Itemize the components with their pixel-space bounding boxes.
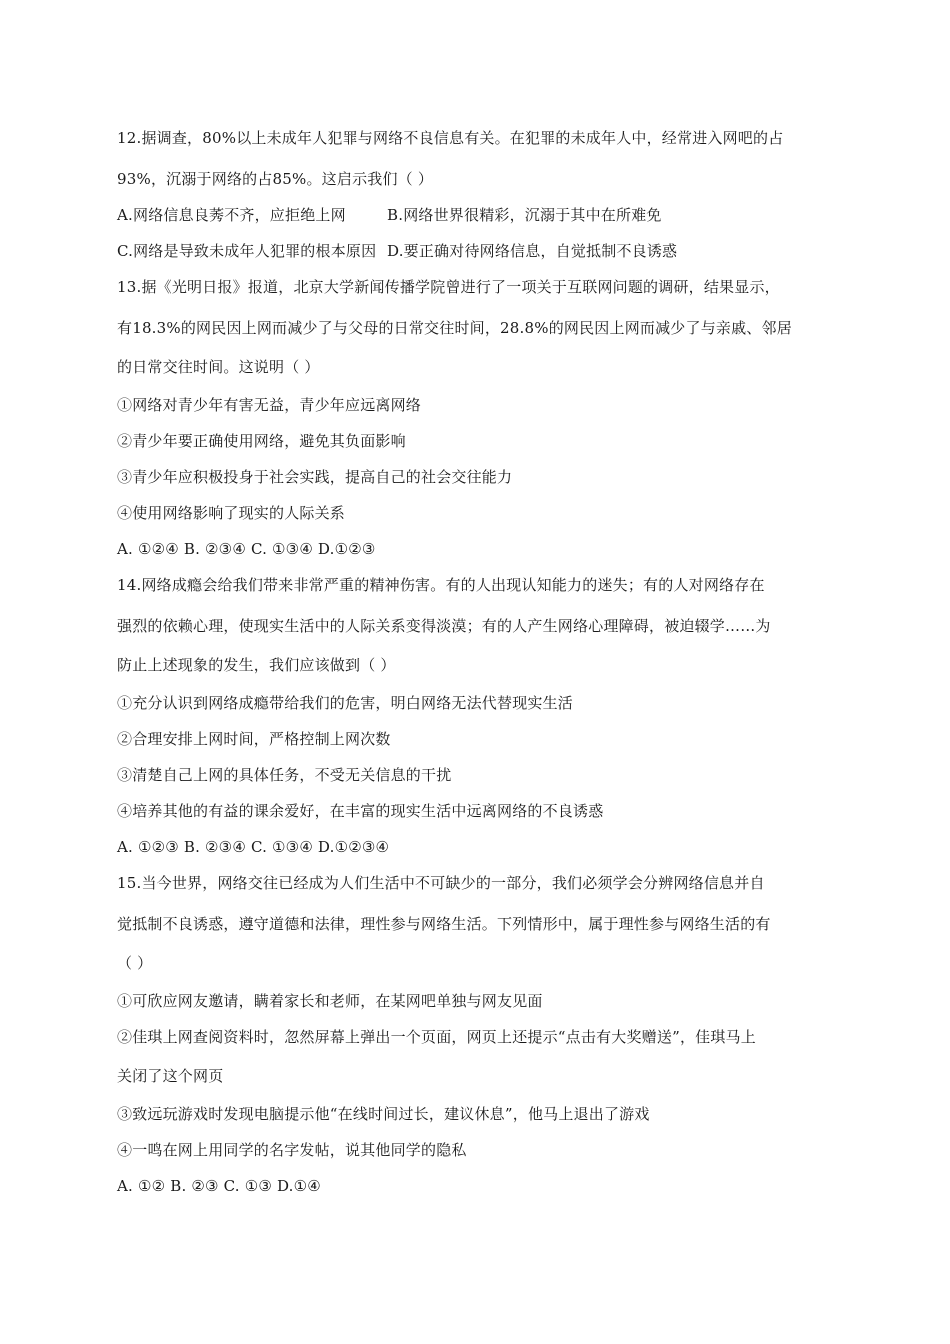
q12-option-c: C.网络是导致未成年人犯罪的根本原因 bbox=[117, 242, 377, 260]
q12-stem-line-1: 12.据调查，80%以上未成年人犯罪与网络不良信息有关。在犯罪的未成年人中，经常进入网吧的占 bbox=[117, 129, 784, 147]
q15-stem-line-3: （ ） bbox=[117, 954, 153, 972]
q13-stem-line-2: 有18.3%的网民因上网而减少了与父母的日常交往时间，28.8%的网民因上网而减少了与亲戚、邻居 bbox=[117, 319, 792, 337]
q13-item-4: ④使用网络影响了现实的人际关系 bbox=[117, 504, 346, 522]
q13-item-3: ③青少年应积极投身于社会实践，提高自己的社会交往能力 bbox=[117, 468, 513, 486]
q15-item-2-line-2: 关闭了这个网页 bbox=[117, 1067, 224, 1085]
q15-item-4: ④一鸣在网上用同学的名字发帖，说其他同学的隐私 bbox=[117, 1141, 467, 1159]
q13-item-1: ①网络对青少年有害无益，青少年应远离网络 bbox=[117, 396, 422, 414]
q12-options-row-1 bbox=[117, 205, 857, 225]
q12-stem-line-2: 93%，沉溺于网络的占85%。这启示我们（ ） bbox=[117, 170, 434, 188]
q13-stem-line-1: 13.据《光明日报》报道，北京大学新闻传播学院曾进行了一项关于互联网问题的调研，结果显示， bbox=[117, 278, 780, 296]
q15-choices: A. ①② B. ②③ C. ①③ D.①④ bbox=[117, 1177, 321, 1195]
q14-stem-line-1: 14.网络成瘾会给我们带来非常严重的精神伤害。有的人出现认知能力的迷失；有的人对网络存在 bbox=[117, 576, 765, 594]
q14-item-4: ④培养其他的有益的课余爱好，在丰富的现实生活中远离网络的不良诱惑 bbox=[117, 802, 604, 820]
q14-stem-line-3: 防止上述现象的发生，我们应该做到（ ） bbox=[117, 656, 396, 674]
q13-choices: A. ①②④ B. ②③④ C. ①③④ D.①②③ bbox=[117, 540, 376, 558]
q14-item-1: ①充分认识到网络成瘾带给我们的危害，明白网络无法代替现实生活 bbox=[117, 694, 574, 712]
q14-choices: A. ①②③ B. ②③④ C. ①③④ D.①②③④ bbox=[117, 838, 390, 856]
q13-stem-line-3: 的日常交往时间。这说明（ ） bbox=[117, 358, 320, 376]
q15-item-3: ③致远玩游戏时发现电脑提示他“在线时间过长，建议休息”，他马上退出了游戏 bbox=[117, 1105, 650, 1123]
q14-stem-line-2: 强烈的依赖心理，使现实生活中的人际关系变得淡漠；有的人产生网络心理障碍，被迫辍学……为 bbox=[117, 617, 771, 635]
q15-stem-line-2: 觉抵制不良诱惑，遵守道德和法律，理性参与网络生活。下列情形中，属于理性参与网络生活的有 bbox=[117, 915, 771, 933]
q12-option-a: A.网络信息良莠不齐，应拒绝上网 bbox=[117, 206, 346, 224]
q12-option-d: D.要正确对待网络信息，自觉抵制不良诱惑 bbox=[387, 242, 678, 260]
q12-option-b: B.网络世界很精彩，沉溺于其中在所难免 bbox=[387, 206, 662, 224]
q15-item-2-line-1: ②佳琪上网查阅资料时，忽然屏幕上弹出一个页面，网页上还提示“点击有大奖赠送”，佳琪马上 bbox=[117, 1028, 756, 1046]
q15-item-1: ①可欣应网友邀请，瞒着家长和老师，在某网吧单独与网友见面 bbox=[117, 992, 543, 1010]
q14-item-2: ②合理安排上网时间，严格控制上网次数 bbox=[117, 730, 391, 748]
q15-stem-line-1: 15.当今世界，网络交往已经成为人们生活中不可缺少的一部分，我们必须学会分辨网络信息并自 bbox=[117, 874, 765, 892]
q13-item-2: ②青少年要正确使用网络，避免其负面影响 bbox=[117, 432, 406, 450]
q14-item-3: ③清楚自己上网的具体任务，不受无关信息的干扰 bbox=[117, 766, 452, 784]
q12-options-row-2 bbox=[117, 241, 857, 261]
